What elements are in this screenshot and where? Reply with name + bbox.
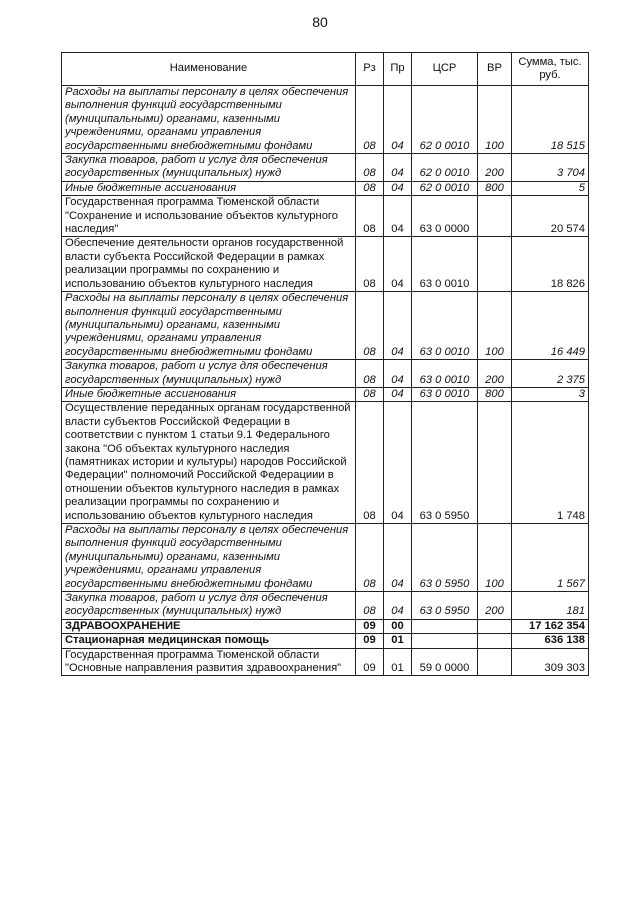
cell-csr: 63 0 5950	[412, 592, 478, 620]
header-vr: ВР	[478, 53, 512, 86]
cell-sum: 18 515	[512, 86, 589, 154]
table-row	[62, 292, 589, 360]
budget-table	[61, 52, 589, 676]
cell-csr: 59 0 0000	[412, 648, 478, 676]
cell-rz: 08	[356, 402, 384, 524]
cell-rz: 09	[356, 634, 384, 648]
cell-name: Расходы на выплаты персоналу в целях обеспечения выполнения функций государственными (муниципальными) органами, казенными учреждениями, органами управления государственными внебюджетными фондами	[62, 86, 356, 154]
cell-pr: 04	[384, 387, 412, 401]
cell-pr: 04	[384, 196, 412, 237]
cell-pr: 04	[384, 86, 412, 154]
cell-vr: 200	[478, 154, 512, 182]
header-csr: ЦСР	[412, 53, 478, 86]
cell-csr: 63 0 5950	[412, 524, 478, 592]
table-header-row	[62, 53, 589, 86]
table-row	[62, 86, 589, 154]
cell-rz: 08	[356, 86, 384, 154]
cell-vr	[478, 619, 512, 633]
cell-rz: 08	[356, 154, 384, 182]
cell-sum: 3	[512, 387, 589, 401]
cell-vr	[478, 402, 512, 524]
cell-vr	[478, 634, 512, 648]
cell-rz: 08	[356, 524, 384, 592]
page-number: 80	[312, 14, 328, 30]
cell-rz: 08	[356, 181, 384, 195]
cell-sum: 636 138	[512, 634, 589, 648]
cell-pr: 04	[384, 237, 412, 292]
table-row	[62, 524, 589, 592]
cell-name: Обеспечение деятельности органов государственной власти субъекта Российской Федерации в рамках реализации программы по сохранению и использованию объектов культурного наследия	[62, 237, 356, 292]
cell-vr: 200	[478, 592, 512, 620]
cell-name: Расходы на выплаты персоналу в целях обеспечения выполнения функций государственными (муниципальными) органами, казенными учреждениями, органами управления государственными внебюджетными фондами	[62, 292, 356, 360]
cell-sum: 18 826	[512, 237, 589, 292]
table-row	[62, 592, 589, 620]
cell-name: Государственная программа Тюменской области "Сохранение и использование объектов культурного наследия"	[62, 196, 356, 237]
cell-pr: 04	[384, 181, 412, 195]
cell-pr: 00	[384, 619, 412, 633]
cell-vr: 100	[478, 524, 512, 592]
cell-sum: 181	[512, 592, 589, 620]
cell-sum: 16 449	[512, 292, 589, 360]
cell-vr	[478, 237, 512, 292]
cell-rz: 09	[356, 648, 384, 676]
cell-sum: 309 303	[512, 648, 589, 676]
cell-sum: 17 162 354	[512, 619, 589, 633]
cell-pr: 04	[384, 402, 412, 524]
cell-name: Закупка товаров, работ и услуг для обеспечения государственных (муниципальных) нужд	[62, 592, 356, 620]
cell-sum: 1 748	[512, 402, 589, 524]
cell-csr: 63 0 0010	[412, 360, 478, 388]
cell-name: Закупка товаров, работ и услуг для обеспечения государственных (муниципальных) нужд	[62, 154, 356, 182]
cell-rz: 09	[356, 619, 384, 633]
cell-vr	[478, 196, 512, 237]
cell-pr: 04	[384, 360, 412, 388]
header-pr: Пр	[384, 53, 412, 86]
cell-vr: 100	[478, 292, 512, 360]
cell-rz: 08	[356, 237, 384, 292]
cell-csr: 63 0 0000	[412, 196, 478, 237]
cell-vr: 100	[478, 86, 512, 154]
table-row	[62, 237, 589, 292]
cell-csr: 62 0 0010	[412, 86, 478, 154]
table-row	[62, 648, 589, 676]
cell-pr: 04	[384, 154, 412, 182]
header-sum: Сумма, тыс. руб.	[512, 53, 589, 86]
cell-csr: 63 0 0010	[412, 387, 478, 401]
cell-name: Государственная программа Тюменской области "Основные направления развития здравоохранения"	[62, 648, 356, 676]
cell-vr	[478, 648, 512, 676]
table-row	[62, 181, 589, 195]
cell-sum: 3 704	[512, 154, 589, 182]
cell-name: ЗДРАВООХРАНЕНИЕ	[62, 619, 356, 633]
cell-pr: 01	[384, 634, 412, 648]
cell-name: Стационарная медицинская помощь	[62, 634, 356, 648]
cell-name: Иные бюджетные ассигнования	[62, 387, 356, 401]
cell-csr: 63 0 0010	[412, 292, 478, 360]
header-name: Наименование	[62, 53, 356, 86]
cell-rz: 08	[356, 292, 384, 360]
cell-rz: 08	[356, 360, 384, 388]
cell-sum: 1 567	[512, 524, 589, 592]
cell-pr: 01	[384, 648, 412, 676]
table-row	[62, 619, 589, 633]
table-row	[62, 634, 589, 648]
cell-csr: 62 0 0010	[412, 181, 478, 195]
header-rz: Рз	[356, 53, 384, 86]
cell-rz: 08	[356, 592, 384, 620]
cell-pr: 04	[384, 524, 412, 592]
cell-vr: 800	[478, 181, 512, 195]
cell-name: Осуществление переданных органам государственной власти субъектов Российской Федерации в соответствии с пунктом 1 статьи 9.1 Федерального закона "Об объектах культурного наследия (памятниках истории и культуры) народов Российской Федерации" полномочий Российской Федерациии в отношении объектов культурного наследия в рамках реализации программы по сохранению и использованию объектов культурного наследия	[62, 402, 356, 524]
cell-csr	[412, 634, 478, 648]
cell-name: Закупка товаров, работ и услуг для обеспечения государственных (муниципальных) нужд	[62, 360, 356, 388]
cell-csr: 62 0 0010	[412, 154, 478, 182]
cell-pr: 04	[384, 592, 412, 620]
table-row	[62, 360, 589, 388]
table-row	[62, 196, 589, 237]
cell-name: Расходы на выплаты персоналу в целях обеспечения выполнения функций государственными (муниципальными) органами, казенными учреждениями, органами управления государственными внебюджетными фондами	[62, 524, 356, 592]
table-row	[62, 402, 589, 524]
cell-vr: 200	[478, 360, 512, 388]
cell-csr	[412, 619, 478, 633]
table-row	[62, 387, 589, 401]
cell-rz: 08	[356, 196, 384, 237]
table-row	[62, 154, 589, 182]
cell-pr: 04	[384, 292, 412, 360]
cell-csr: 63 0 5950	[412, 402, 478, 524]
cell-name: Иные бюджетные ассигнования	[62, 181, 356, 195]
cell-rz: 08	[356, 387, 384, 401]
cell-sum: 2 375	[512, 360, 589, 388]
cell-vr: 800	[478, 387, 512, 401]
cell-sum: 5	[512, 181, 589, 195]
cell-sum: 20 574	[512, 196, 589, 237]
cell-csr: 63 0 0010	[412, 237, 478, 292]
